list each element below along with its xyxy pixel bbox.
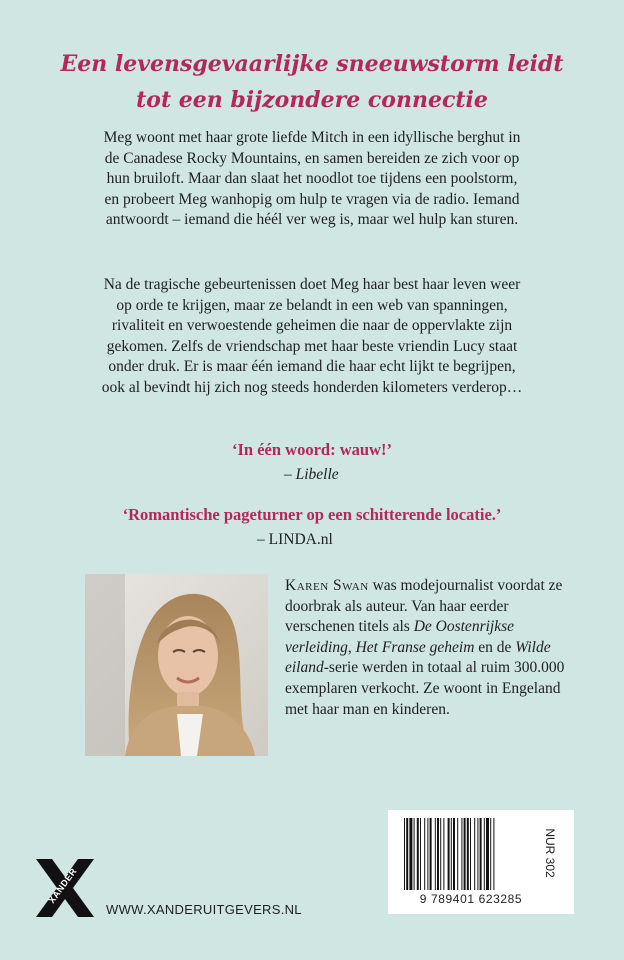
isbn-number: 9 789401 623285 bbox=[419, 892, 523, 906]
author-bio bbox=[285, 576, 565, 720]
publisher-logo bbox=[30, 855, 100, 925]
barcode-bar bbox=[424, 818, 425, 890]
nur-label: NUR 302 bbox=[543, 828, 557, 878]
book-title-1: De Oostenrijkse verleiding bbox=[285, 618, 514, 656]
barcode-bar bbox=[464, 818, 466, 890]
barcode-bar bbox=[474, 818, 475, 890]
barcode-bar bbox=[440, 818, 441, 890]
barcode-bar bbox=[435, 818, 436, 890]
publisher-logo-text: XANDER bbox=[46, 866, 79, 906]
bio-text-2: , bbox=[347, 638, 356, 656]
isbn-barcode bbox=[402, 818, 538, 890]
review-source-name: LINDA.nl bbox=[268, 531, 333, 548]
book-title-2: Het Franse geheim bbox=[355, 638, 475, 656]
publisher-website[interactable]: WWW.XANDERUITGEVERS.NL bbox=[106, 902, 302, 917]
barcode-bar bbox=[486, 818, 489, 890]
barcode-bar bbox=[406, 818, 408, 890]
review-source-name: Libelle bbox=[295, 466, 339, 483]
review-source-1 bbox=[284, 466, 339, 484]
barcode-bar bbox=[417, 818, 419, 890]
headline-line-1: Een levensgevaarlijke sneeuwstorm leidt bbox=[60, 51, 564, 77]
barcode-bar bbox=[493, 818, 494, 890]
barcode-bar bbox=[451, 818, 452, 890]
barcode-bar bbox=[437, 818, 439, 890]
barcode-bar bbox=[477, 818, 478, 890]
blurb-paragraph-1: Meg woont met haar grote liefde Mitch in een idyllische berghut in de Canadese Rocky Mountains, en samen bereiden ze zich voor op hun bruiloft. Maar dan slaat het noodlot toe tijdens een poolstorm, en probeert Meg wanhopig om hulp te vragen via de radio. Iemand antwoordt – iemand die héél ver weg is, maar wel hulp kan sturen. bbox=[103, 129, 521, 228]
barcode-box bbox=[388, 810, 574, 914]
nur-code bbox=[539, 820, 561, 892]
barcode-bar bbox=[448, 818, 450, 890]
barcode-bar bbox=[414, 818, 415, 890]
bio-text-3: en de bbox=[474, 638, 516, 656]
review-source-2 bbox=[257, 531, 333, 549]
blurb-paragraph-2: Na de tragische gebeurtenissen doet Meg haar best haar leven weer op orde te krijgen, maar ze belandt in een web van spanningen, rivaliteit en verwoestende geheimen die naar de oppervlakte zijn gekomen. Zelfs de vriendschap met haar beste vriendin Lucy staat onder druk. Er is maar één iemand die haar echt lijkt te begrijpen, ook al bevindt hij zich nog steeds honderden kilometers verderop… bbox=[101, 276, 523, 396]
barcode-bar bbox=[490, 818, 491, 890]
bio-text-1: was modejournalist voordat ze doorbrak als auteur. Van haar eerder verschenen titels als bbox=[285, 577, 563, 636]
review-quote-2: ‘Romantische pageturner op een schitterende locatie.’ bbox=[122, 505, 502, 524]
barcode-bar bbox=[470, 818, 471, 890]
barcode-bar bbox=[457, 818, 458, 890]
barcode-bar bbox=[467, 818, 469, 890]
barcode-bar bbox=[420, 818, 421, 890]
review-source-dash: – bbox=[284, 466, 296, 483]
bio-text-4: -serie werden in totaal al ruim 300.000 exemplaren verkocht. Ze woont in Engeland met haar man en kinderen. bbox=[285, 659, 565, 718]
author-photo bbox=[85, 574, 268, 756]
review-source-dash: – bbox=[257, 531, 269, 548]
author-name: Karen Swan bbox=[285, 577, 369, 594]
barcode-bar bbox=[404, 818, 405, 890]
barcode-bar bbox=[443, 818, 444, 890]
barcode-bar bbox=[430, 818, 432, 890]
review-quote-1: ‘In één woord: wauw!’ bbox=[232, 440, 392, 459]
barcode-bar bbox=[427, 818, 428, 890]
headline-line-2: tot een bijzondere connectie bbox=[136, 87, 488, 113]
barcode-bar bbox=[409, 818, 412, 890]
barcode-bar bbox=[480, 818, 482, 890]
headline bbox=[40, 46, 584, 118]
barcode-bar bbox=[453, 818, 455, 890]
barcode-bar bbox=[484, 818, 485, 890]
barcode-bar bbox=[461, 818, 462, 890]
book-title-3: Wilde eiland bbox=[285, 638, 551, 677]
